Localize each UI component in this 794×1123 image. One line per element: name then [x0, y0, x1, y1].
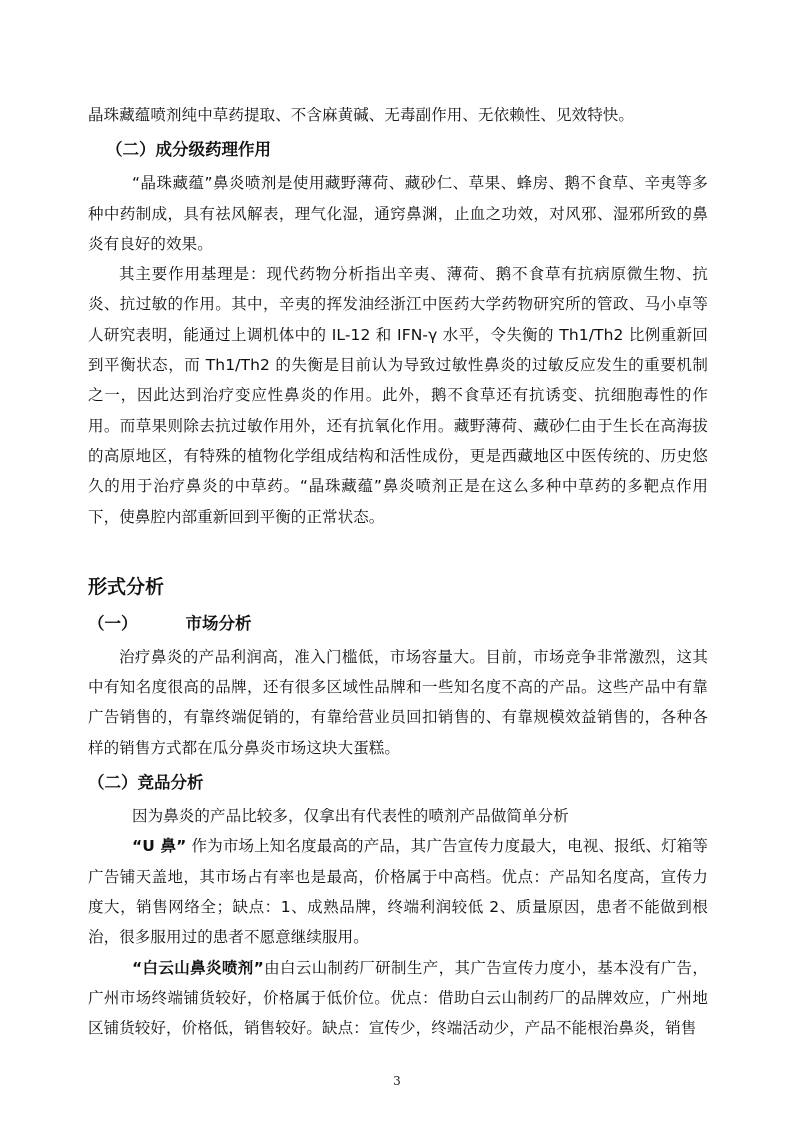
pharmacology-paragraph-2: 其主要作用基理是：现代药物分析指出辛夷、薄荷、鹅不食草有抗病原微生物、抗炎、抗过敏的作用。其中，辛夷的挥发油经浙江中医药大学药物研究所的管政、马小卓等人研究表明，能通过上调机体中的 IL-12 和 IFN-γ 水平，令失衡的 Th1/Th2 比例重新回到平衡状态，而 Th1/Th2 的失衡是目前认为导致过敏性鼻炎的过敏反应发生的重要机制之一，因此达到治疗变应性鼻炎的作用。此外，鹅不食草还有抗诱变、抗细胞毒性的作用。而草果则除去抗过敏作用外，还有抗氧化作用。藏野薄荷、藏砂仁由于生长在高海拔的高原地区，有特殊的植物化学组成结构和活性成份，更是西藏地区中医传统的、历史悠久的用于治疗鼻炎的中草药。“晶珠藏蕴”鼻炎喷剂正是在这么多种中草药的多靶点作用下，使鼻腔内部重新回到平衡的正常状态。 — [88, 265, 708, 526]
section-heading-pharmacology: （二）成分级药理作用 — [106, 140, 271, 160]
competitor-u-nose-name: “U 鼻” — [132, 837, 187, 856]
competitor-u-nose-paragraph — [88, 831, 708, 952]
competitor-baiyunshan-paragraph — [88, 953, 708, 1044]
market-heading-number: （一） — [88, 613, 138, 633]
market-paragraph: 治疗鼻炎的产品利润高，准入门槛低，市场容量大。目前，市场竞争非常激烈，这其中有知名度很高的品牌，还有很多区域性品牌和一些知名度不高的产品。这些产品中有靠广告销售的，有靠终端促销的，有靠给营业员回扣销售的、有靠规模效益销售的，各种各样的销售方式都在瓜分鼻炎市场这块大蛋糕。 — [88, 647, 708, 757]
market-heading-text: 市场分析 — [185, 613, 252, 633]
section-heading-form-analysis: 形式分析 — [88, 575, 165, 598]
section-heading-competitor-analysis: （二）竞品分析 — [88, 773, 204, 793]
section-heading-market-analysis — [88, 608, 708, 640]
intro-paragraph: 晶珠藏蕴喷剂纯中草药提取、不含麻黄碱、无毒副作用、无依赖性、见效特快。 — [88, 106, 635, 124]
competitor-baiyunshan-text: 由白云山制药厂研制生产，其广告宣传力度小，基本没有广告，广州市场终端铺货较好，价格属于低价位。优点：借助白云山制药厂的品牌效应，广州地区铺货较好，价格低，销售较好。缺点：宣传少，终端活动少，产品不能根治鼻炎，销售 — [88, 958, 708, 1038]
competitor-baiyunshan-name: “白云山鼻炎喷剂” — [132, 958, 264, 977]
pharmacology-paragraph-1: “晶珠藏蕴”鼻炎喷剂是使用藏野薄荷、藏砂仁、草果、蜂房、鹅不食草、辛夷等多种中药制成，具有祛风解表，理气化湿，通窍鼻渊，止血之功效，对风邪、湿邪所致的鼻炎有良好的效果。 — [88, 174, 708, 253]
competitor-intro-paragraph: 因为鼻炎的产品比较多，仅拿出有代表性的喷剂产品做简单分析 — [132, 807, 569, 826]
page-body — [88, 100, 708, 1043]
page-number: 3 — [393, 1074, 401, 1088]
competitor-u-nose-text: 作为市场上知名度最高的产品，其广告宣传力度最大，电视、报纸、灯箱等广告铺天盖地，其市场占有率也是最高，价格属于中高档。优点：产品知名度高，宣传力度大，销售网络全；缺点：1、成熟品牌，终端利润较低 2、质量原因，患者不能做到根治，很多服用过的患者不愿意继续服用。 — [88, 837, 708, 947]
